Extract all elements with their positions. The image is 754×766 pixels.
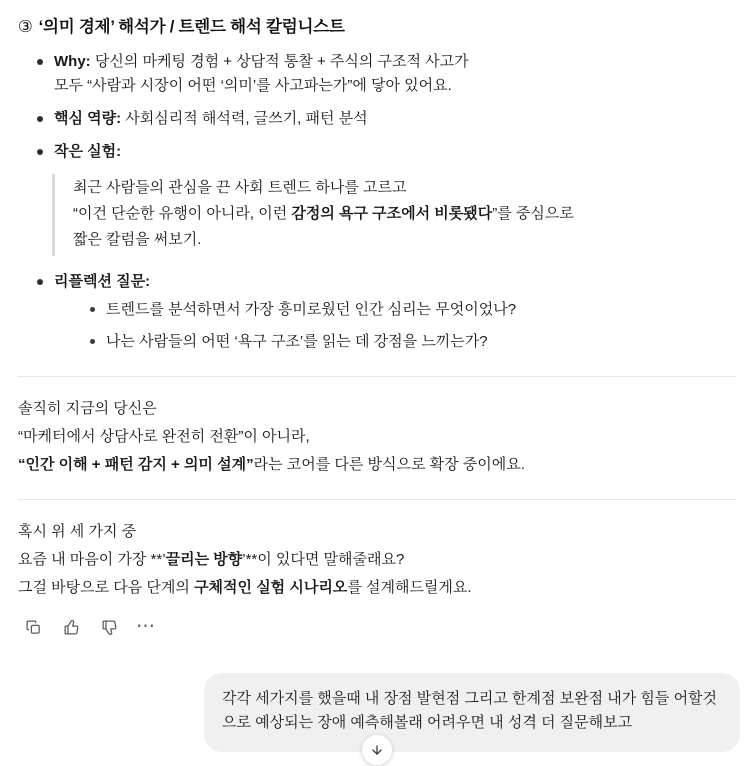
list-item-small-experiment xyxy=(34,140,736,164)
scroll-to-bottom-icon[interactable] xyxy=(361,734,393,766)
list-item-core-skill xyxy=(34,107,736,131)
list-item-why xyxy=(34,50,736,98)
main-bullet-list xyxy=(18,50,736,164)
closing-line-2 xyxy=(18,548,736,572)
list-item: 나는 사람들의 어떤 ‘욕구 구조’를 읽는 데 강점을 느끼는가? xyxy=(88,330,736,354)
quote-line-3: 짧은 칼럼을 써보기. xyxy=(73,231,202,249)
reflection-bullet-list xyxy=(18,270,736,354)
list-item: 트렌드를 분석하면서 가장 흥미로웠던 인간 심리는 무엇이었나? xyxy=(88,298,736,322)
summary-line-3-bold: “인간 이해 + 패턴 감지 + 의미 설계” xyxy=(18,456,254,474)
summary-line-3-rest: 라는 코어를 다른 방식으로 확장 중이에요. xyxy=(253,456,525,474)
bullet-text-core-skill: 사회심리적 해석력, 글쓰기, 패턴 분석 xyxy=(121,110,368,128)
closing-line-3-bold: 구체적인 실험 시나리오 xyxy=(194,579,348,597)
closing-line-3-post: 를 설계해드릴게요. xyxy=(347,579,472,597)
bullet-label-why: Why: xyxy=(54,53,91,71)
user-message-bubble: 각각 세가지를 했을때 내 장점 발현점 그리고 한계점 보완점 내가 힘들 어할것으로 예상되는 장애 예측해볼래 어려우면 내 성격 더 질문해보고 xyxy=(204,673,740,753)
thumbs-up-icon[interactable] xyxy=(60,616,82,638)
section-title: ‘의미 경제’ 해석가 / 트렌드 해석 칼럼니스트 xyxy=(38,18,345,36)
closing-line-3 xyxy=(18,576,736,600)
bullet-label-small-experiment: 작은 실험: xyxy=(54,143,122,161)
reflection-sub-list xyxy=(54,298,736,354)
copy-icon[interactable] xyxy=(22,616,44,638)
quote-line-2 xyxy=(73,202,736,226)
summary-line-1: 솔직히 지금의 당신은 xyxy=(18,400,157,418)
closing-line-2-post: ’**이 있다면 말해줄래요? xyxy=(242,551,405,569)
quote-line-1: 최근 사람들의 관심을 끈 사회 트렌드 하나를 고르고 xyxy=(73,179,407,197)
experiment-quote xyxy=(52,174,736,256)
summary-paragraph xyxy=(18,397,736,477)
quote-line-2-post: ”를 중심으로 xyxy=(492,205,574,223)
thumbs-down-icon[interactable] xyxy=(98,616,120,638)
summary-line-3 xyxy=(18,453,736,477)
bullet-label-reflection: 리플렉션 질문: xyxy=(54,273,151,291)
closing-line-2-bold: 끌리는 방향 xyxy=(165,551,243,569)
closing-line-1: 혹시 위 세 가지 중 xyxy=(18,523,137,541)
list-item-reflection xyxy=(34,270,736,354)
closing-line-2-pre: 요즘 내 마음이 가장 **’ xyxy=(18,551,166,569)
quote-line-2-bold: 감정의 욕구 구조에서 비롯됐다 xyxy=(291,205,493,223)
summary-line-2: “마케터에서 상담사로 완전히 전환”이 아니라, xyxy=(18,428,310,446)
message-action-bar xyxy=(22,616,736,638)
section-number: ③ xyxy=(18,18,33,36)
closing-paragraph xyxy=(18,520,736,600)
closing-line-3-pre: 그걸 바탕으로 다음 단계의 xyxy=(18,579,195,597)
bullet-label-core-skill: 핵심 역량: xyxy=(54,110,122,128)
section-heading xyxy=(18,14,736,40)
divider xyxy=(18,376,736,377)
divider xyxy=(18,499,736,500)
bullet-text-why-line2: 모두 “사람과 시장이 어떤 ‘의미’를 사고파는가”에 닿아 있어요. xyxy=(54,77,452,95)
quote-line-2-pre: “이건 단순한 유행이 아니라, 이런 xyxy=(73,205,292,223)
bullet-text-why: 당신의 마케팅 경험 + 상담적 통찰 + 주식의 구조적 사고가 xyxy=(90,53,469,71)
more-options-icon[interactable]: ⋯ xyxy=(136,616,156,638)
